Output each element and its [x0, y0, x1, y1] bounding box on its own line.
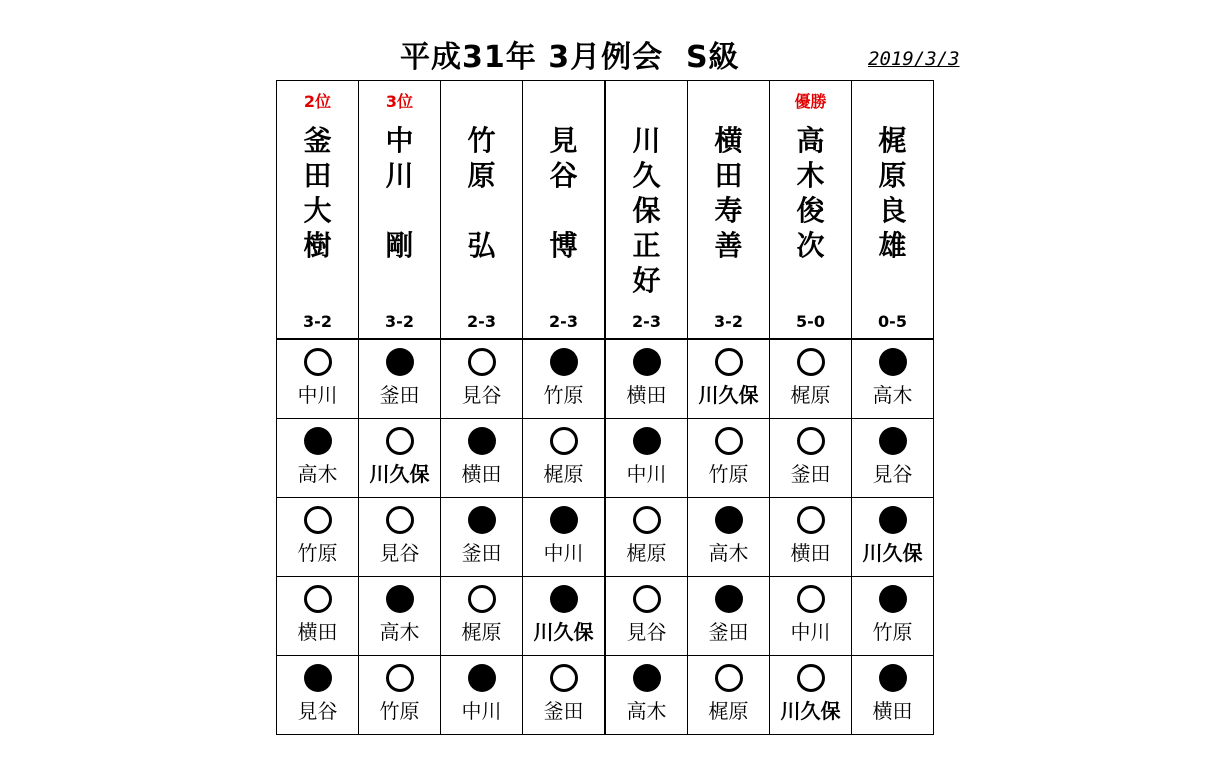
- opponent-name: 横田: [872, 699, 913, 723]
- win-circle-icon: [715, 664, 743, 692]
- result-cell: [359, 339, 441, 419]
- result-cell: [277, 339, 359, 419]
- opponent-name: 釜田: [461, 541, 502, 565]
- result-cell: [688, 498, 770, 577]
- result-cell: [688, 419, 770, 498]
- opponent-name: 竹原: [379, 699, 420, 723]
- result-cell: [770, 656, 852, 735]
- player-header-cell: [852, 81, 934, 340]
- player-header-cell: [441, 81, 523, 340]
- round-row-5: [277, 656, 934, 735]
- player-name-char: 田: [303, 159, 332, 192]
- opponent-name: 梶原: [543, 462, 584, 486]
- result-cell: [852, 419, 934, 498]
- opponent-name: 中川: [626, 462, 667, 486]
- opponent-name: 梶原: [461, 620, 502, 644]
- loss-circle-icon: [879, 585, 907, 613]
- player-name-char: 良: [878, 194, 907, 227]
- result-cell: [770, 419, 852, 498]
- win-circle-icon: [797, 427, 825, 455]
- player-name-char: 大: [303, 194, 332, 227]
- win-circle-icon: [550, 664, 578, 692]
- round-row-1: [277, 339, 934, 419]
- win-circle-icon: [797, 585, 825, 613]
- opponent-name: 中川: [790, 620, 831, 644]
- result-cell: [605, 577, 688, 656]
- result-cell: [688, 339, 770, 419]
- loss-circle-icon: [715, 506, 743, 534]
- opponent-name: 中川: [297, 383, 338, 407]
- loss-circle-icon: [386, 348, 414, 376]
- result-cell: [277, 498, 359, 577]
- player-name-char: 川: [385, 159, 414, 192]
- player-name-char: 中: [385, 124, 414, 157]
- player-name-char: 高: [796, 124, 825, 157]
- opponent-name: 中川: [543, 541, 584, 565]
- win-circle-icon: [304, 506, 332, 534]
- result-cell: [359, 498, 441, 577]
- win-circle-icon: [633, 506, 661, 534]
- player-name-char: 田: [714, 159, 743, 192]
- opponent-name: 釜田: [790, 462, 831, 486]
- page-title: 平成31年 3月例会 S級: [400, 40, 740, 75]
- result-cell: [277, 419, 359, 498]
- win-circle-icon: [304, 348, 332, 376]
- player-header-cell: [359, 81, 441, 340]
- win-circle-icon: [468, 585, 496, 613]
- player-rank: [688, 92, 769, 112]
- player-name: [441, 123, 522, 298]
- results-table: [276, 80, 934, 735]
- loss-circle-icon: [633, 427, 661, 455]
- result-cell: [523, 498, 606, 577]
- result-cell: [441, 339, 523, 419]
- loss-circle-icon: [879, 348, 907, 376]
- player-name-char: 川: [632, 124, 661, 157]
- loss-circle-icon: [715, 585, 743, 613]
- result-cell: [359, 577, 441, 656]
- player-name-char: 寿: [714, 194, 743, 227]
- player-name: [359, 123, 440, 298]
- result-cell: [605, 419, 688, 498]
- player-name-char: 善: [714, 229, 743, 262]
- player-name-char: [688, 263, 769, 298]
- round-row-4: [277, 577, 934, 656]
- player-rank: 2位: [303, 92, 332, 111]
- player-header-row: [277, 81, 934, 340]
- player-rank: [606, 92, 687, 112]
- win-circle-icon: [633, 585, 661, 613]
- player-name-char: [523, 193, 604, 228]
- result-cell: [770, 577, 852, 656]
- result-cell: [523, 339, 606, 419]
- opponent-name: 高木: [872, 383, 913, 407]
- loss-circle-icon: [304, 427, 332, 455]
- opponent-name: 川久保: [698, 383, 759, 407]
- player-score: 3-2: [385, 312, 414, 331]
- loss-circle-icon: [468, 664, 496, 692]
- player-score: 3-2: [714, 312, 743, 331]
- player-name-char: 原: [467, 159, 496, 192]
- player-name-char: [770, 263, 851, 298]
- player-name-char: 剛: [385, 229, 414, 262]
- result-cell: [441, 656, 523, 735]
- opponent-name: 竹原: [708, 462, 749, 486]
- result-cell: [441, 419, 523, 498]
- player-score: 3-2: [303, 312, 332, 331]
- win-circle-icon: [797, 506, 825, 534]
- player-score: 2-3: [467, 312, 496, 331]
- result-cell: [605, 656, 688, 735]
- round-row-2: [277, 419, 934, 498]
- opponent-name: 川久保: [533, 620, 594, 644]
- result-cell: [852, 656, 934, 735]
- win-circle-icon: [797, 664, 825, 692]
- player-name-char: 次: [796, 229, 825, 262]
- player-name-char: 木: [796, 159, 825, 192]
- player-name-char: [441, 193, 522, 228]
- player-name-char: 博: [549, 229, 578, 262]
- result-cell: [277, 656, 359, 735]
- opponent-name: 見谷: [297, 699, 338, 723]
- result-cell: [523, 419, 606, 498]
- opponent-name: 川久保: [862, 541, 923, 565]
- win-circle-icon: [715, 427, 743, 455]
- opponent-name: 梶原: [708, 699, 749, 723]
- win-circle-icon: [797, 348, 825, 376]
- player-score: 2-3: [632, 312, 661, 331]
- win-circle-icon: [304, 585, 332, 613]
- player-name-char: 樹: [303, 229, 332, 262]
- player-name-char: [359, 263, 440, 298]
- player-name-char: 久: [632, 159, 661, 192]
- win-circle-icon: [715, 348, 743, 376]
- player-header-cell: [688, 81, 770, 340]
- loss-circle-icon: [468, 427, 496, 455]
- loss-circle-icon: [386, 585, 414, 613]
- loss-circle-icon: [879, 506, 907, 534]
- player-score: 0-5: [878, 312, 907, 331]
- player-name: [770, 123, 851, 298]
- result-cell: [852, 339, 934, 419]
- player-name-char: 正: [632, 229, 661, 262]
- result-cell: [852, 577, 934, 656]
- event-date: 2019/3/3: [868, 48, 960, 70]
- player-rank: [852, 92, 933, 112]
- player-name-char: [359, 193, 440, 228]
- result-cell: [605, 339, 688, 419]
- win-circle-icon: [550, 427, 578, 455]
- player-name-char: 保: [632, 194, 661, 227]
- player-name-char: 横: [714, 124, 743, 157]
- opponent-name: 川久保: [369, 462, 430, 486]
- result-cell: [688, 656, 770, 735]
- player-name: [852, 123, 933, 298]
- player-header-cell: [277, 81, 359, 340]
- result-cell: [688, 577, 770, 656]
- player-name-char: 弘: [467, 229, 496, 262]
- result-cell: [770, 498, 852, 577]
- loss-circle-icon: [633, 664, 661, 692]
- win-circle-icon: [386, 664, 414, 692]
- player-name-char: 梶: [878, 124, 907, 157]
- win-circle-icon: [386, 427, 414, 455]
- loss-circle-icon: [550, 348, 578, 376]
- opponent-name: 横田: [626, 383, 667, 407]
- result-cell: [770, 339, 852, 419]
- player-rank: [441, 92, 522, 112]
- result-cell: [523, 577, 606, 656]
- win-circle-icon: [468, 348, 496, 376]
- player-name-char: [852, 263, 933, 298]
- opponent-name: 横田: [790, 541, 831, 565]
- player-name-char: 竹: [467, 124, 496, 157]
- result-cell: [852, 498, 934, 577]
- result-cell: [523, 656, 606, 735]
- opponent-name: 釜田: [543, 699, 584, 723]
- player-name: [688, 123, 769, 298]
- player-name-char: 雄: [878, 229, 907, 262]
- player-name-char: [277, 263, 358, 298]
- player-score: 5-0: [796, 312, 825, 331]
- loss-circle-icon: [550, 585, 578, 613]
- opponent-name: 中川: [461, 699, 502, 723]
- loss-circle-icon: [468, 506, 496, 534]
- player-name: [606, 123, 687, 298]
- result-cell: [605, 498, 688, 577]
- opponent-name: 梶原: [626, 541, 667, 565]
- opponent-name: 見谷: [461, 383, 502, 407]
- opponent-name: 釜田: [708, 620, 749, 644]
- player-name-char: 俊: [796, 194, 825, 227]
- player-rank: [523, 92, 604, 112]
- opponent-name: 見谷: [872, 462, 913, 486]
- player-name: [523, 123, 604, 298]
- player-name: [277, 123, 358, 298]
- player-name-char: 釜: [303, 124, 332, 157]
- player-rank: 優勝: [794, 92, 827, 111]
- opponent-name: 見谷: [379, 541, 420, 565]
- result-cell: [441, 577, 523, 656]
- player-name-char: 原: [878, 159, 907, 192]
- opponent-name: 横田: [297, 620, 338, 644]
- opponent-name: 見谷: [626, 620, 667, 644]
- loss-circle-icon: [550, 506, 578, 534]
- result-cell: [359, 656, 441, 735]
- player-score: 2-3: [549, 312, 578, 331]
- result-cell: [277, 577, 359, 656]
- player-name-char: [441, 263, 522, 298]
- opponent-name: 高木: [626, 699, 667, 723]
- loss-circle-icon: [633, 348, 661, 376]
- win-circle-icon: [386, 506, 414, 534]
- player-name-char: [523, 263, 604, 298]
- result-cell: [441, 498, 523, 577]
- player-header-cell: [770, 81, 852, 340]
- opponent-name: 竹原: [543, 383, 584, 407]
- player-name-char: 谷: [549, 159, 578, 192]
- opponent-name: 釜田: [379, 383, 420, 407]
- player-name-char: 見: [549, 124, 578, 157]
- opponent-name: 横田: [461, 462, 502, 486]
- opponent-name: 竹原: [872, 620, 913, 644]
- player-rank: 3位: [385, 92, 414, 111]
- loss-circle-icon: [304, 664, 332, 692]
- loss-circle-icon: [879, 664, 907, 692]
- player-header-cell: [523, 81, 606, 340]
- opponent-name: 高木: [379, 620, 420, 644]
- loss-circle-icon: [879, 427, 907, 455]
- opponent-name: 竹原: [297, 541, 338, 565]
- player-header-cell: [605, 81, 688, 340]
- opponent-name: 川久保: [780, 699, 841, 723]
- opponent-name: 高木: [297, 462, 338, 486]
- opponent-name: 梶原: [790, 383, 831, 407]
- result-cell: [359, 419, 441, 498]
- player-name-char: 好: [632, 264, 661, 297]
- opponent-name: 高木: [708, 541, 749, 565]
- round-row-3: [277, 498, 934, 577]
